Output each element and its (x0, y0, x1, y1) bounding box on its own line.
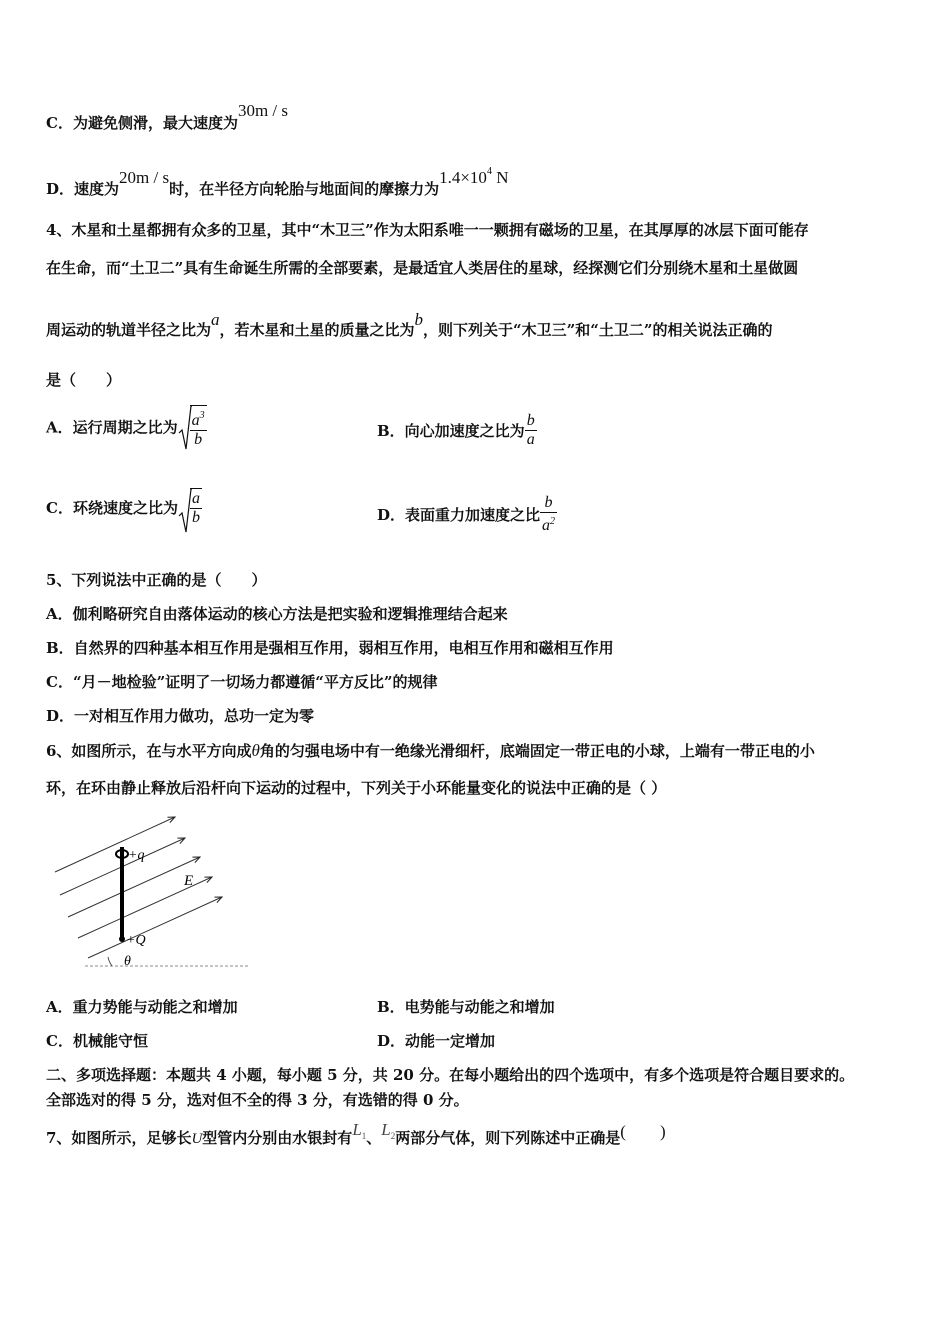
numerator-exponent: 3 (199, 410, 205, 421)
q5-option-a: A．伽利略研究自由落体运动的核心方法是把实验和逻辑推理结合起来 (46, 605, 508, 623)
denominator: b (191, 509, 200, 526)
q6-option-a: A．重力势能与动能之和增加 (46, 998, 238, 1016)
fraction (540, 494, 557, 535)
denominator: b (190, 430, 207, 449)
force-times: ×10 (460, 168, 487, 187)
q7-text-2: 型管内分别由水银封有 (202, 1129, 353, 1147)
force-unit: N (491, 168, 509, 187)
denominator (540, 512, 557, 535)
var-L: L (352, 1120, 362, 1139)
q5-option-b: B．自然界的四种基本相互作用是强相互作用，弱相互作用，电相互作用和磁相互作用 (46, 639, 614, 657)
q3-option-d-label: D．速度为 (46, 180, 120, 198)
theta-symbol: θ (251, 741, 260, 760)
label-Q: +Q (126, 933, 146, 948)
q7-text-3: 两部分气体，则下列陈述中正确是 (395, 1129, 621, 1147)
q4-line-3-c: ，则下列关于“木卫三”和“土卫二”的相关说法正确的 (423, 321, 773, 339)
numerator: b (526, 412, 535, 429)
var-U: U (191, 1131, 203, 1147)
fixed-charged-ball (119, 936, 125, 942)
q4-option-d (377, 494, 557, 535)
denominator-base: a (542, 517, 551, 534)
var-L: L (381, 1120, 391, 1139)
numerator-base: a (191, 412, 200, 429)
q4-option-a (46, 405, 207, 449)
field-line (88, 897, 222, 958)
q7-stem (46, 1120, 666, 1154)
var-L1 (352, 1121, 366, 1139)
subscript-1: 1 (361, 1131, 367, 1141)
section-2-heading: 二、多项选择题：本题共 4 小题，每小题 5 分，共 20 分。在每小题给出的四个选项中，有多个选项是符合题目要求的。 (46, 1066, 855, 1084)
q4-option-b (377, 412, 537, 449)
sqrt-expression (178, 405, 207, 449)
q4-option-a-label: A．运行周期之比为 (46, 418, 178, 437)
q4-line-4: 是（ ） (46, 371, 122, 389)
q6-line-2: 环，在环由静止释放后沿杆向下运动的过程中，下列关于小环能量变化的说法中正确的是（ ） (46, 779, 667, 797)
q4-option-b-label: B．向心加速度之比为 (377, 422, 525, 440)
denominator: a (526, 431, 535, 448)
q4-line-3-b: ，若木星和土星的质量之比为 (219, 321, 415, 339)
electric-field-figure (50, 815, 260, 975)
fraction (525, 412, 537, 449)
q3-option-d-speed: 20m / s (119, 168, 170, 187)
q7-text-1: 7、如图所示，足够长 (46, 1129, 192, 1147)
q4-option-d-label: D．表面重力加速度之比 (377, 506, 541, 524)
denominator-exponent: 2 (550, 516, 556, 527)
q6-line-1-a: 6、如图所示，在与水平方向成 (46, 742, 252, 760)
sqrt-expression (178, 488, 202, 527)
var-a: a (211, 310, 220, 329)
q3-option-d-force (439, 166, 509, 187)
q3-option-c-speed: 30m / s (237, 101, 289, 120)
q6-option-c: C．机械能守恒 (46, 1032, 148, 1050)
force-exponent: 4 (486, 166, 492, 177)
q7-answer-paren: ( ) (620, 1122, 666, 1141)
numerator: a (191, 490, 200, 507)
q6-option-b: B．电势能与动能之和增加 (377, 998, 555, 1016)
q6-line-1 (46, 741, 815, 761)
q4-line-3 (46, 310, 773, 340)
q6-option-d: D．动能一定增加 (377, 1032, 496, 1050)
field-line (68, 857, 200, 917)
numerator: b (544, 494, 553, 511)
fraction (190, 405, 207, 449)
q5-option-d: D．一对相互作用力做功，总功一定为零 (46, 707, 315, 725)
numerator (190, 407, 207, 430)
var-L2 (381, 1121, 395, 1139)
q3-option-d (46, 166, 509, 199)
field-line (55, 817, 175, 872)
q4-option-c (46, 488, 202, 527)
q5-stem: 5、下列说法中正确的是（ ） (46, 571, 267, 589)
radical-sign (178, 405, 192, 451)
q5-option-c: C．“月－地检验”证明了一切场力都遵循“平方反比”的规律 (46, 673, 438, 691)
q4-line-3-a: 周运动的轨道半径之比为 (46, 321, 212, 339)
subscript-2: 2 (390, 1131, 396, 1141)
section-2-scoring: 全部选对的得 5 分，选对但不全的得 3 分，有选错的得 0 分。 (46, 1091, 469, 1109)
var-b: b (414, 310, 424, 329)
q4-line-1: 4、木星和土星都拥有众多的卫星，其中“木卫三”作为太阳系唯一一颗拥有磁场的卫星，在其厚厚的冰层下面可能存 (46, 221, 809, 239)
label-E: E (184, 873, 194, 889)
q7-separator: 、 (366, 1129, 382, 1147)
q3-option-c-label: C．为避免侧滑，最大速度为 (46, 114, 238, 132)
q3-option-c (46, 101, 289, 133)
force-coefficient: 1.4 (439, 168, 461, 187)
q4-option-c-label: C．环绕速度之比为 (46, 499, 178, 517)
q6-line-1-b: 角的匀强电场中有一绝缘光滑细杆，底端固定一带正电的小球，上端有一带正电的小 (259, 742, 815, 760)
q3-option-d-text: 时，在半径方向轮胎与地面间的摩擦力为 (169, 180, 440, 198)
q4-line-2: 在生命，而“土卫二”具有生命诞生所需的全部要素，是最适宜人类居住的星球，经探测它们分别绕木星和土星做圆 (46, 259, 799, 277)
label-q: +q (128, 848, 145, 863)
label-theta: θ (124, 954, 131, 969)
angle-arc (108, 957, 112, 966)
radical-sign (178, 488, 192, 534)
